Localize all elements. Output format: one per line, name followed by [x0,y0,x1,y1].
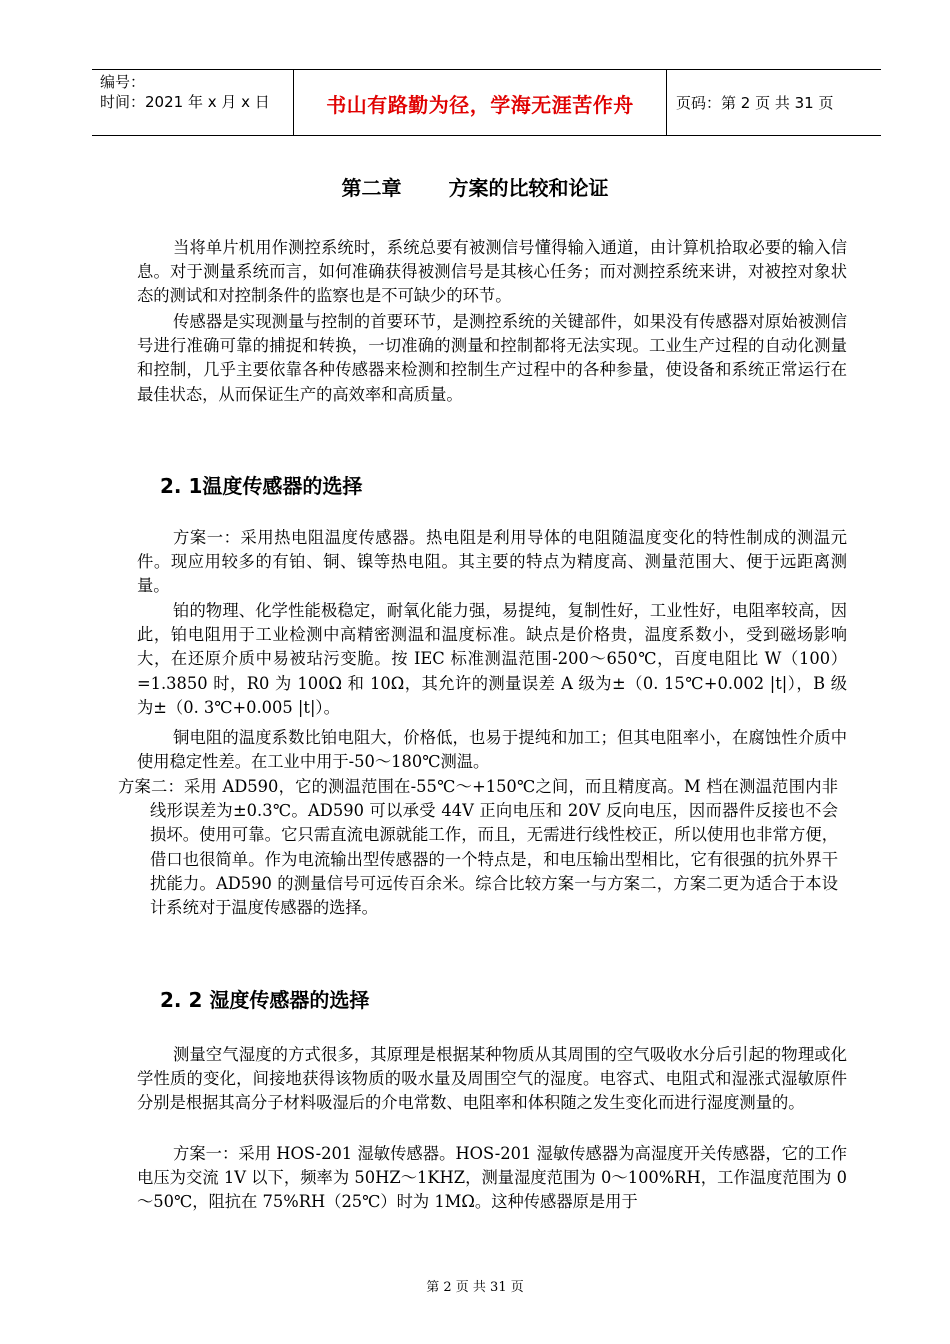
section2-paragraph-2: 方案一：采用 HOS-201 湿敏传感器。HOS-201 湿敏传感器为高湿度开关传感器，它的工作电压为交流 1V 以下，频率为 50HZ～1KHZ，测量湿度范围为 0～100%RH，工作温度范围为 0～50℃，阻抗在 75%RH（25℃）时为 1MΩ。这种传感器原是用于 [137,1144,847,1212]
section-heading-humidity: 2. 2 湿度传感器的选择 [160,988,370,1012]
section1-paragraph-2: 铂的物理、化学性能极稳定，耐氧化能力强，易提纯，复制性好，工业性好，电阻率较高，因此，铂电阻用于工业检测中高精密测温和温度标准。缺点是价格贵，温度系数小，受到磁场影响大，在还原介质中易被玷污变脆。按 IEC 标准测温范围-200～650℃，百度电阻比 W（100）=1.3850 时，R0 为 100Ω 和 10Ω，其允许的测量误差 A 级为±（0. 15℃+0.002 |t|），B 级为±（0. 3℃+0.005 |t|）。 [137,601,847,717]
header-top-rule [92,69,881,70]
header-divider [666,69,667,135]
chapter-title: 第二章 方案的比较和论证 [341,176,609,200]
header-meta [100,72,270,112]
header-bottom-rule [92,135,881,136]
section1-paragraph-3: 铜电阻的温度系数比铂电阻大，价格低，也易于提纯和加工；但其电阻率小，在腐蚀性介质中使用稳定性差。在工业中用于-50～180℃测温。 [137,728,847,772]
section2-paragraph-1: 测量空气湿度的方式很多，其原理是根据某种物质从其周围的空气吸收水分后引起的物理或化学性质的变化，间接地获得该物质的吸水量及周围空气的湿度。电容式、电阻式和湿涨式湿敏原件分别是根据其高分子材料吸湿后的介电常数、电阻率和体积随之发生变化而进行湿度测量的。 [137,1045,847,1113]
section1-paragraph-1: 方案一：采用热电阻温度传感器。热电阻是利用导体的电阻随温度变化的特性制成的测温元件。现应用较多的有铂、铜、镍等热电阻。其主要的特点为精度高、测量范围大、便于远距离测量。 [137,528,847,596]
intro-paragraph-2: 传感器是实现测量与控制的首要环节，是测控系统的关键部件，如果没有传感器对原始被测信号进行准确可靠的捕捉和转换，一切准确的测量和控制都将无法实现。工业生产过程的自动化测量和控制，几乎主要依靠各种传感器来检测和控制生产过程中的各种参量，使设备和系统正常运行在最佳状态，从而保证生产的高效率和高质量。 [137,312,847,404]
section1-option-2: 方案二：采用 AD590，它的测温范围在-55℃～+150℃之间，而且精度高。M 档在测温范围内非线形误差为±0.3℃。AD590 可以承受 44V 正向电压和 20V 反向电压，因而器件反接也不会损坏。使用可靠。它只需直流电源就能工作，而且，无需进行线性校正，所以使用也非常方便，借口也很简单。作为电流输出型传感器的一个特点是，和电压输出型相比，它有很强的抗外界干扰能力。AD590 的测量信号可远传百余米。综合比较方案一与方案二，方案二更为适合于本设计系统对于温度传感器的选择。 [118,777,838,918]
section-heading-temperature: 2. 1温度传感器的选择 [160,474,363,498]
header-motto: 书山有路勤为径，学海无涯苦作舟 [326,93,634,117]
intro-paragraph-1: 当将单片机用作测控系统时，系统总要有被测信号懂得输入通道，由计算机拾取必要的输入信息。对于测量系统而言，如何准确获得被测信号是其核心任务；而对测控系统来讲，对被控对象状态的测试和对控制条件的监察也是不可缺少的环节。 [137,238,847,306]
header-page-label: 页码：第 2 页 共 31 页 [676,94,834,112]
header-number-label: 编号： [100,73,146,91]
header-time-label: 时间：2021 年 x 月 x 日 [100,93,270,111]
page-footer: 第 2 页 共 31 页 [426,1280,524,1295]
